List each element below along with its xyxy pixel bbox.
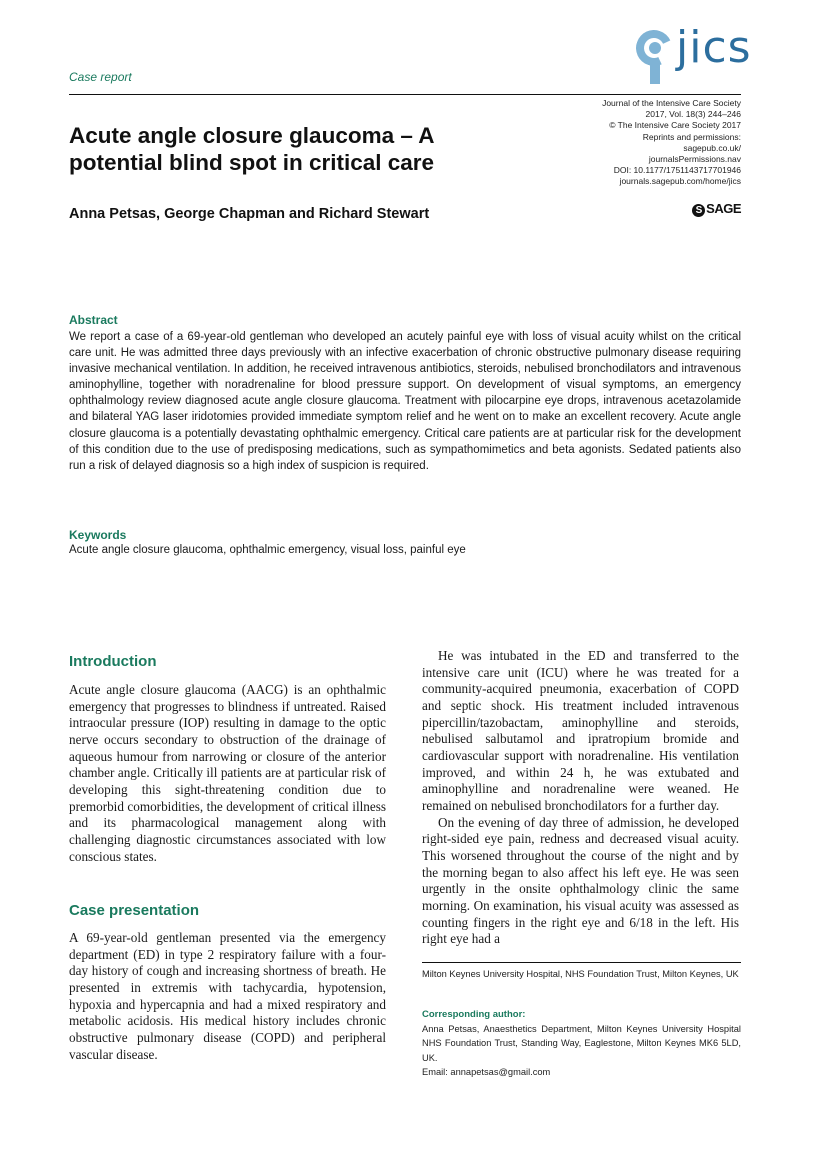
article-type-label: Case report bbox=[69, 70, 132, 84]
introduction-heading: Introduction bbox=[69, 653, 157, 670]
reprints-label: Reprints and permissions: bbox=[642, 131, 741, 142]
logo-text: jics bbox=[676, 22, 752, 73]
sage-s-icon: S bbox=[692, 204, 705, 217]
footnote-divider bbox=[422, 962, 741, 963]
corresponding-address: Anna Petsas, Anaesthetics Department, Milton Keynes University Hospital NHS Foundation Trust, Standing Way, Eaglestone, Milton Keynes MK6 5LD, UK. bbox=[422, 1024, 741, 1063]
journal-name: Journal of the Intensive Care Society bbox=[602, 98, 741, 108]
logo-dot-icon bbox=[649, 42, 661, 54]
keywords-text: Acute angle closure glaucoma, ophthalmic emergency, visual loss, painful eye bbox=[69, 544, 466, 556]
corresponding-email[interactable]: Email: annapetsas@gmail.com bbox=[422, 1066, 551, 1077]
reprints-link-1[interactable]: sagepub.co.uk/ bbox=[683, 142, 741, 153]
journal-volume: 2017, Vol. 18(3) 244–246 bbox=[645, 109, 741, 120]
corresponding-author-details bbox=[422, 1022, 741, 1079]
article-title: Acute angle closure glaucoma – A potential blind spot in critical care bbox=[69, 123, 435, 175]
right-column-text bbox=[422, 648, 739, 948]
copyright: © The Intensive Care Society 2017 bbox=[609, 120, 741, 131]
case-presentation-text bbox=[69, 930, 386, 1063]
abstract-text: We report a case of a 69-year-old gentleman who developed an acutely painful eye with loss of visual acuity whilst on the critical care unit. He was admitted three days previously with an infective exacerbation of chronic obstructive pulmonary disease requiring invasive mechanical ventilation. In addition, he received intravenous antibiotics, steroids, nebulised bronchodilators and intravenous aminophylline, together with noradrenaline for blood pressure support. On development of visual symptoms, an emergency ophthalmology review diagnosed acute angle closure glaucoma. Treatment with pilocarpine eye drops, intravenous acetazolamide and bilateral YAG laser iridotomies provided immediate symptom relief and he went on to make an excellent recovery. Acute angle closure glaucoma is a potentially devastating ophthalmic emergency. Critical care patients are at particular risk for the development of this condition due to the use of predisposing medications, such as sympathomimetics and beta agonists. Sedated patients also run a risk of delayed diagnosis so a high index of suspicion is required. bbox=[69, 331, 741, 472]
introduction-paragraph: Acute angle closure glaucoma (AACG) is an ophthalmic emergency that progresses to blindness if untreated. Raised intraocular pressure (IOP) resulting in damage to the optic nerve occurs secondary to obstruction of the drainage of aqueous humour from narrowing or closure of the anterior chamber angle. Critically ill patients are at particular risk of developing this sight-threatening condition due to premorbid comorbidities, the development of critical illness and its pharmacological management along with challenging diagnostic circumstances associated with low conscious states. bbox=[69, 682, 386, 864]
journal-info bbox=[602, 98, 741, 188]
case-paragraph-2: He was intubated in the ED and transferred to the intensive care unit (ICU) where he was treated for a community-acquired pneumonia, exacerbation of COPD and septic shock. His treatment included intravenous pipercillin/tazobactam, aminophylline and steroids, nebulised salbutamol and ipratropium bromide and cardiovascular support with noradrenaline. His ventilation improved, and within 24 h, he was extubated and aminophylline and noradrenaline were weaned. He remained on nebulised bronchodilators for a further day. bbox=[422, 648, 739, 813]
sage-logo: S SAGE bbox=[692, 201, 741, 217]
reprints-link-2[interactable]: journalsPermissions.nav bbox=[648, 154, 741, 165]
jics-logo bbox=[636, 22, 752, 86]
article-authors: Anna Petsas, George Chapman and Richard Stewart bbox=[69, 206, 430, 222]
journal-url-link[interactable]: journals.sagepub.com/home/jics bbox=[619, 176, 741, 187]
introduction-text bbox=[69, 682, 386, 865]
case-paragraph-3: On the evening of day three of admission, he developed right-sided eye pain, redness and decreased visual acuity. This worsened throughout the course of the night and by the morning began to also affect his left eye. He was seen urgently in the onsite ophthalmology clinic the same morning. On examination, his visual acuity was assessed as counting fingers in the right eye and 6/18 in the left. His right eye had a bbox=[422, 814, 739, 947]
abstract-heading: Abstract bbox=[69, 313, 118, 327]
case-paragraph-1: A 69-year-old gentleman presented via the emergency department (ED) in type 2 respiratory failure with a four-day history of cough and increasing shortness of breath. He presented in extremis with tachycardia, hypotension, hypoxia and hypercapnia and had a mixed respiratory and metabolic acidosis. His medical history includes chronic obstructive pulmonary disease (COPD) and peripheral vascular disease. bbox=[69, 930, 386, 1062]
doi-link[interactable]: DOI: 10.1177/1751143717701946 bbox=[613, 165, 741, 176]
corresponding-author-heading: Corresponding author: bbox=[422, 1009, 526, 1020]
header-divider bbox=[69, 94, 741, 95]
logo-stem-icon bbox=[650, 62, 660, 84]
case-presentation-heading: Case presentation bbox=[69, 902, 200, 919]
author-affiliation: Milton Keynes University Hospital, NHS Foundation Trust, Milton Keynes, UK bbox=[422, 969, 739, 979]
keywords-heading: Keywords bbox=[69, 528, 127, 542]
